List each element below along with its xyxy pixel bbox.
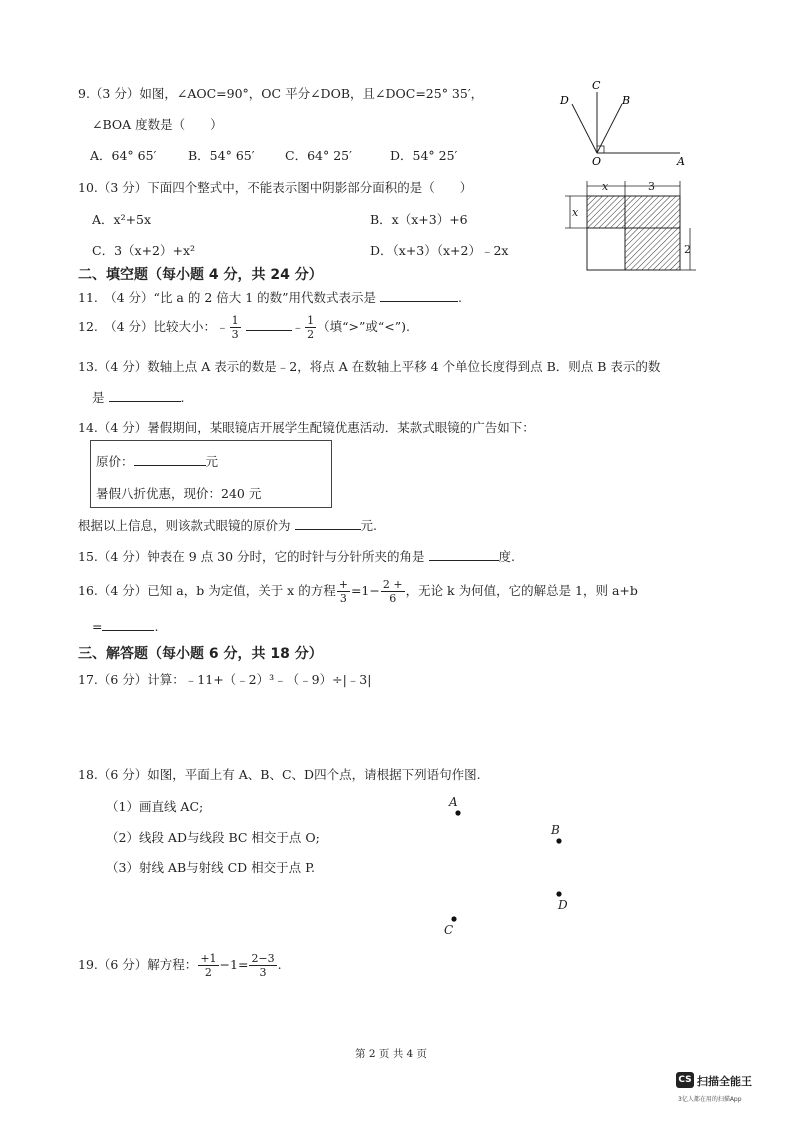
watermark-name: 扫描全能王 <box>697 1075 752 1088</box>
q13-line2 <box>92 388 184 406</box>
q16-fraction-1 <box>337 578 350 605</box>
q19-fraction-2 <box>249 952 276 979</box>
point-a-label: A <box>449 795 458 809</box>
q12-prefix: 12. （4 分）比较大小： <box>78 319 217 334</box>
q13-line2-prefix: 是 <box>92 390 105 405</box>
q10-option-d: D．（x+3）（x+2）﹣2x <box>370 243 509 258</box>
camscanner-logo-icon: CS <box>676 1072 694 1088</box>
q12-suffix: （填“>”或“<”). <box>317 319 410 334</box>
label-top-3: 3 <box>648 180 655 193</box>
q18-line1: 18.（6 分）如图，平面上有 A、B、C、D四个点，请根据下列语句作图. <box>78 767 481 782</box>
q18-item-3: （3）射线 AB与射线 CD 相交于点 P. <box>106 860 315 875</box>
q19-f1-den: 2 <box>204 966 212 979</box>
label-left-x: x <box>572 206 579 219</box>
q16-prefix: 16.（4 分）已知 a，b 为定值，关于 x 的方程 <box>78 583 336 598</box>
q17: 17.（6 分）计算：﹣11+（﹣2）³﹣（﹣9）÷|﹣3| <box>78 672 372 687</box>
q9-line2: ∠BOA 度数是（ ） <box>92 117 223 132</box>
q9-option-b: B．54° 65′ <box>188 148 255 163</box>
q14-line1: 14.（4 分）暑假期间，某眼镜店开展学生配镜优惠活动．某款式眼镜的广告如下： <box>78 420 535 435</box>
q14-after-suffix: 元. <box>360 518 377 533</box>
q16-f1-den: 3 <box>339 592 347 605</box>
label-a: A <box>677 155 685 168</box>
q9-line1: 9.（3 分）如图，∠AOC=90°，OC 平分∠DOB，且∠DOC=25° 35′， <box>78 86 484 101</box>
q15 <box>78 547 515 565</box>
ad-line1-prefix: 原价： <box>96 454 134 469</box>
q19 <box>78 952 282 979</box>
q12-fraction-2 <box>305 314 316 341</box>
q12-minus1: ﹣ <box>216 319 229 334</box>
q11 <box>78 288 462 306</box>
q10-option-b: B．x（x+3）+6 <box>370 212 468 227</box>
q12 <box>78 314 410 341</box>
q16-answer-blank[interactable] <box>102 618 154 631</box>
point-c <box>451 916 456 921</box>
q9-option-d: D．54° 25′ <box>390 148 458 163</box>
q13-answer-blank[interactable] <box>109 389 181 402</box>
q19-mid: −1= <box>219 957 249 972</box>
label-c: C <box>592 79 601 92</box>
q12-f2-den: 2 <box>307 328 315 341</box>
point-b <box>556 838 561 843</box>
ad-line1-suffix: 元 <box>205 454 219 469</box>
q16-suffix: ，无论 k 为何值，它的解总是 1，则 a+b <box>405 583 638 598</box>
points-figure <box>430 790 590 940</box>
rectangle-figure <box>560 176 700 276</box>
label-right-2: 2 <box>684 243 691 256</box>
q19-f2-den: 3 <box>259 966 267 979</box>
ad-price-blank[interactable] <box>134 453 206 466</box>
ad-line2: 暑假八折优惠，现价：240 元 <box>96 486 262 501</box>
q16-f2-den: 6 <box>389 592 397 605</box>
q19-end: . <box>277 957 282 972</box>
q12-fraction-1 <box>230 314 241 341</box>
label-o: O <box>592 155 602 168</box>
q14-answer-blank[interactable] <box>295 517 361 530</box>
q14-after-prefix: 根据以上信息，则该款式眼镜的原价为 <box>78 518 291 533</box>
section-solve-title: 三、解答题（每小题 6 分，共 18 分） <box>78 646 323 662</box>
q14-after <box>78 516 377 534</box>
point-d-label: D <box>558 898 568 912</box>
q16-f1-num: + <box>338 578 348 591</box>
label-top-x: x <box>602 180 609 193</box>
q11-answer-blank[interactable] <box>380 289 458 302</box>
q15-suffix: 度. <box>498 549 516 564</box>
q13-line1: 13.（4 分）数轴上点 A 表示的数是﹣2，将点 A 在数轴上平移 4 个单位长度得到点 B．则点 B 表示的数 <box>78 359 661 374</box>
q16-line2-prefix: = <box>92 619 103 634</box>
label-d: D <box>560 94 569 107</box>
angle-figure <box>555 76 695 168</box>
q10-line1: 10.（3 分）下面四个整式中，不能表示图中阴影部分面积的是（ ） <box>78 180 473 195</box>
q16 <box>78 578 638 605</box>
q10-option-c: C．3（x+2）+x² <box>92 243 196 258</box>
point-a <box>455 810 460 815</box>
ad-line1 <box>96 452 218 470</box>
q12-f1-den: 3 <box>231 328 239 341</box>
q18-item-1: （1）画直线 AC; <box>106 799 204 814</box>
point-c-label: C <box>444 923 454 937</box>
q10-option-a: A．x²+5x <box>92 212 152 227</box>
q18-item-2: （2）线段 AD与线段 BC 相交于点 O; <box>106 830 320 845</box>
q15-answer-blank[interactable] <box>429 548 499 561</box>
q19-f2-num: 2−3 <box>251 952 275 965</box>
q9-option-c: C．64° 25′ <box>285 148 352 163</box>
section-fill-in-title: 二、填空题（每小题 4 分，共 24 分） <box>78 267 323 283</box>
q16-mid: =1− <box>350 583 380 598</box>
point-b-label: B <box>551 823 560 837</box>
q16-end: . <box>154 619 159 634</box>
q19-f1-num: +1 <box>200 952 217 965</box>
point-d <box>556 891 561 896</box>
q11-end: . <box>458 290 463 305</box>
q9-option-a: A．64° 65′ <box>90 148 157 163</box>
q19-prefix: 19.（6 分）解方程： <box>78 957 198 972</box>
q16-f2-num: 2 + <box>382 578 403 591</box>
q16-fraction-2 <box>381 578 405 605</box>
page-footer: 第 2 页 共 4 页 <box>355 1048 428 1060</box>
q12-f2-num: 1 <box>307 314 315 327</box>
watermark-tagline: 3亿人都在用的扫描App <box>678 1096 742 1103</box>
q12-f1-num: 1 <box>231 314 239 327</box>
q19-fraction-1 <box>198 952 218 979</box>
q15-prefix: 15.（4 分）钟表在 9 点 30 分时，它的时针与分针所夹的角是 <box>78 549 425 564</box>
label-b: B <box>622 94 631 107</box>
q11-text: 11. （4 分）“比 a 的 2 倍大 1 的数”用代数式表示是 <box>78 290 377 305</box>
q16-line2 <box>92 618 158 634</box>
q12-minus2: ﹣ <box>291 319 305 334</box>
q13-end: . <box>180 390 185 405</box>
q12-answer-blank[interactable] <box>246 318 292 331</box>
